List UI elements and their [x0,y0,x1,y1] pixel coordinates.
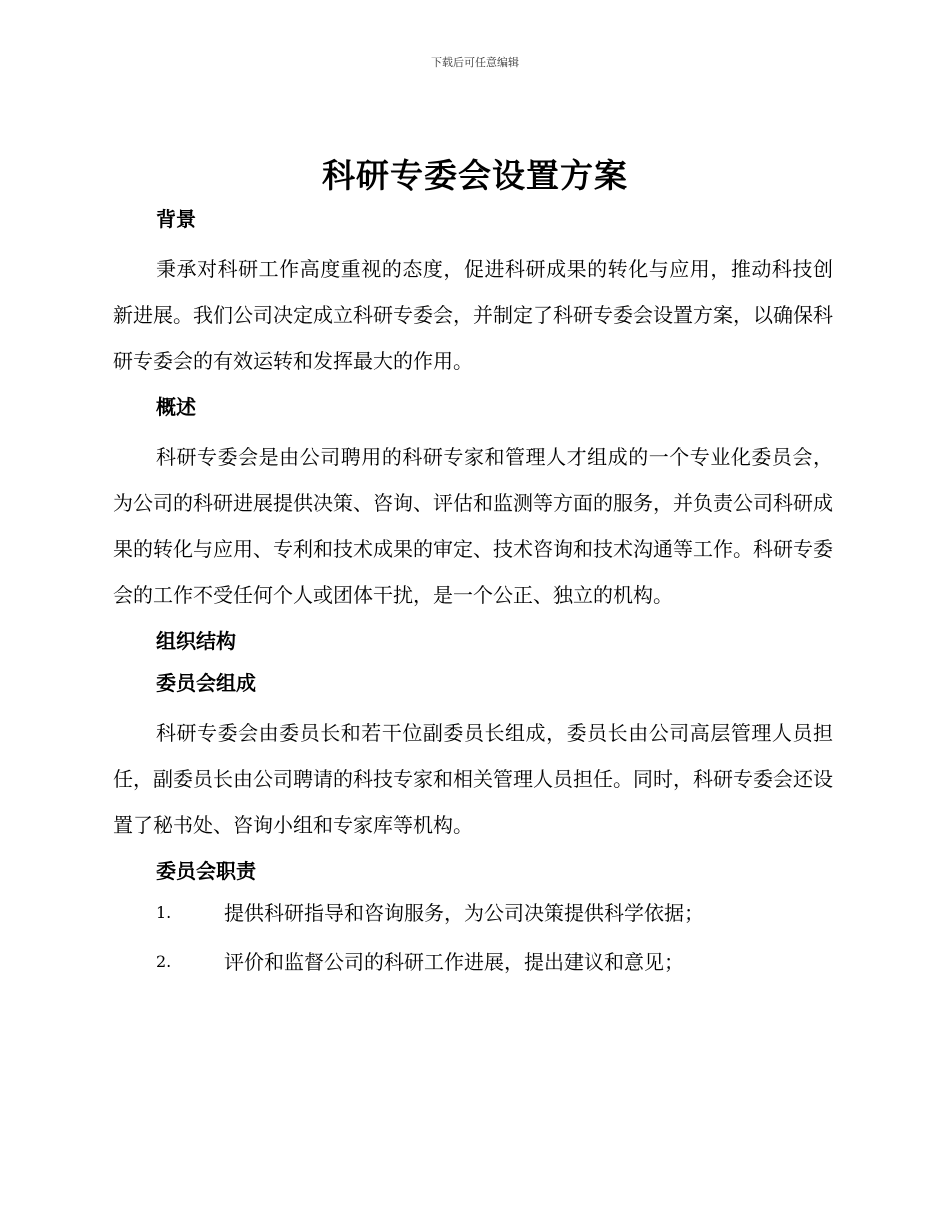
document-title: 科研专委会设置方案 [322,156,628,195]
section-heading-overview: 概述 [156,395,196,419]
paragraph-composition: 科研专委会由委员长和若干位副委员长组成，委员长由公司高层管理人员担任，副委员长由公司聘请的科技专家和相关管理人员担任。同时，科研专委会还设置了秘书处、咨询小组和专家库等机构。 [113,721,833,837]
list-item [113,947,833,977]
section-heading-background: 背景 [156,207,196,231]
list-text: 评价和监督公司的科研工作进展，提出建议和意见； [224,950,684,974]
section-heading-structure: 组织结构 [156,629,236,653]
header-note: 下载后可任意编辑 [431,56,519,69]
paragraph-overview: 科研专委会是由公司聘用的科研专家和管理人才组成的一个专业化委员会，为公司的科研进展提供决策、咨询、评估和监测等方面的服务，并负责公司科研成果的转化与应用、专利和技术成果的审定、技术咨询和技术沟通等工作。科研专委会的工作不受任何个人或团体干扰，是一个公正、独立的机构。 [113,445,833,607]
list-number: 2. [156,952,172,971]
section-heading-composition: 委员会组成 [156,671,256,695]
section-heading-duties: 委员会职责 [156,859,256,883]
list-text: 提供科研指导和咨询服务，为公司决策提供科学依据； [224,901,704,925]
paragraph-background: 秉承对科研工作高度重视的态度，促进科研成果的转化与应用，推动科技创新进展。我们公司决定成立科研专委会，并制定了科研专委会设置方案，以确保科研专委会的有效运转和发挥最大的作用。 [113,257,833,373]
list-item [113,898,833,928]
document-body [113,196,833,996]
list-number: 1. [156,903,172,922]
